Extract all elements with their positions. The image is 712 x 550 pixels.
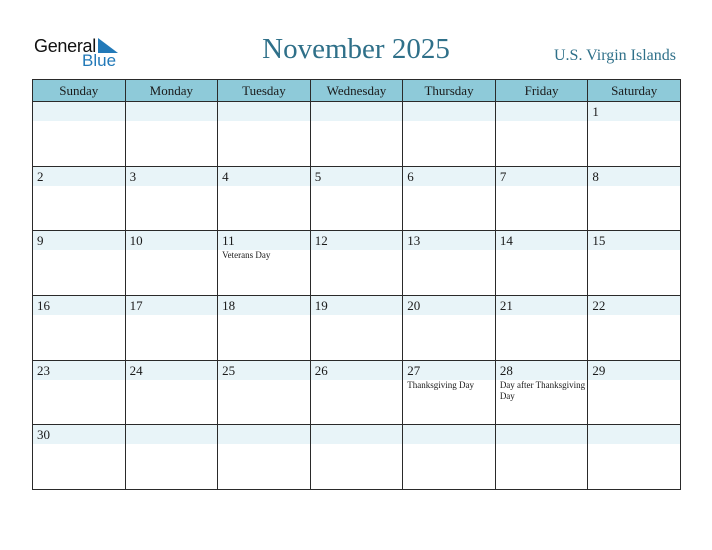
- day-cell-band: [496, 102, 588, 121]
- day-number: 7: [499, 168, 507, 184]
- day-number: 4: [222, 168, 229, 184]
- day-number: 11: [222, 233, 235, 249]
- day-number: 30: [37, 427, 50, 443]
- day-cell-band: [403, 167, 495, 186]
- day-cell: [403, 360, 496, 425]
- holiday-label: Thanksgiving Day: [407, 379, 474, 390]
- day-number: 1: [592, 104, 599, 119]
- weekday-saturday: Saturday: [588, 80, 681, 102]
- day-number: 25: [222, 362, 236, 378]
- day-number: 27: [407, 362, 421, 378]
- day-cell-band: [496, 425, 588, 444]
- week-row: [33, 296, 681, 361]
- day-number: 2: [37, 168, 44, 184]
- day-cell: [310, 425, 403, 490]
- week-row: [33, 166, 681, 231]
- day-number: 15: [592, 233, 606, 249]
- weekday-wednesday: Wednesday: [310, 80, 403, 102]
- week-row: [33, 102, 681, 167]
- day-cell: [495, 296, 588, 361]
- day-cell: [495, 360, 588, 425]
- day-cell: [125, 166, 218, 231]
- day-cell: [495, 425, 588, 490]
- day-cell-band: [218, 167, 310, 186]
- day-cell: [310, 360, 403, 425]
- day-cell-band: [218, 425, 310, 444]
- day-cell: [33, 231, 126, 296]
- day-number: 8: [592, 168, 599, 184]
- day-cell: [218, 360, 311, 425]
- day-cell: [218, 231, 311, 296]
- day-cell: [403, 231, 496, 296]
- day-cell: [495, 166, 588, 231]
- day-cell-band: [218, 102, 310, 121]
- day-cell: [588, 360, 681, 425]
- logo-word-blue: Blue: [82, 51, 117, 70]
- day-cell: [33, 425, 126, 490]
- day-cell-band: [496, 167, 588, 186]
- day-cell: [588, 296, 681, 361]
- logo-word-general: General: [34, 36, 96, 56]
- day-number: 14: [499, 233, 513, 249]
- day-cell: [218, 296, 311, 361]
- day-cell: [218, 425, 311, 490]
- day-number: 19: [314, 298, 328, 314]
- day-cell: [403, 102, 496, 167]
- day-cell: [588, 231, 681, 296]
- week-row: [33, 360, 681, 425]
- day-number: 18: [222, 298, 236, 314]
- day-cell: [218, 102, 311, 167]
- day-cell: [588, 166, 681, 231]
- weekday-friday: Friday: [495, 80, 588, 102]
- day-cell: [403, 425, 496, 490]
- day-cell: [218, 166, 311, 231]
- day-cell-band: [311, 167, 403, 186]
- day-number: 22: [592, 298, 606, 314]
- day-cell: [125, 296, 218, 361]
- day-cell: [588, 425, 681, 490]
- day-cell-band: [33, 102, 125, 121]
- day-number: 5: [314, 168, 322, 184]
- day-cell-band: [403, 102, 495, 121]
- holiday-label: Day after Thanksgiving Day: [499, 379, 586, 401]
- month-calendar: [32, 79, 681, 490]
- day-cell: [33, 360, 126, 425]
- day-cell-band: [126, 167, 218, 186]
- day-cell-band: [126, 425, 218, 444]
- day-cell-band: [33, 231, 125, 250]
- day-number: 21: [499, 298, 513, 314]
- day-cell-band: [311, 102, 403, 121]
- day-number: 16: [37, 298, 50, 314]
- day-cell-band: [588, 167, 680, 186]
- weekday-thursday: Thursday: [403, 80, 496, 102]
- region-label: U.S. Virgin Islands: [553, 47, 676, 64]
- day-number: 9: [37, 233, 44, 249]
- day-cell: [33, 102, 126, 167]
- day-cell-band: [33, 167, 125, 186]
- day-cell: [403, 166, 496, 231]
- day-cell: [403, 296, 496, 361]
- day-cell: [125, 360, 218, 425]
- day-number: 23: [37, 362, 50, 378]
- day-number: 24: [129, 362, 143, 378]
- day-number: 20: [407, 298, 421, 314]
- day-number: 29: [592, 362, 606, 378]
- weekday-header-row: [33, 80, 681, 102]
- day-number: 6: [407, 168, 414, 184]
- day-number: 28: [499, 362, 513, 378]
- day-cell-band: [311, 425, 403, 444]
- day-cell: [310, 231, 403, 296]
- day-cell: [125, 231, 218, 296]
- day-cell: [33, 166, 126, 231]
- week-row: [33, 231, 681, 296]
- day-number: 17: [129, 298, 143, 314]
- day-cell: [495, 231, 588, 296]
- day-number: 12: [314, 233, 328, 249]
- day-cell: [310, 296, 403, 361]
- weekday-monday: Monday: [125, 80, 218, 102]
- day-cell: [310, 166, 403, 231]
- day-cell: [310, 102, 403, 167]
- calendar-title: November 2025: [262, 33, 450, 65]
- day-number: 10: [129, 233, 143, 249]
- day-cell: [125, 425, 218, 490]
- day-cell: [33, 296, 126, 361]
- day-cell: [588, 102, 681, 167]
- day-cell-band: [403, 425, 495, 444]
- day-cell: [125, 102, 218, 167]
- day-cell-band: [588, 102, 680, 121]
- day-cell-band: [126, 102, 218, 121]
- weekday-tuesday: Tuesday: [218, 80, 311, 102]
- holiday-label: Veterans Day: [222, 250, 271, 261]
- day-number: 26: [314, 362, 328, 378]
- day-number: 3: [129, 168, 137, 184]
- day-cell: [495, 102, 588, 167]
- day-number: 13: [407, 233, 421, 249]
- day-cell-band: [588, 425, 680, 444]
- weekday-sunday: Sunday: [33, 80, 126, 102]
- week-row: [33, 425, 681, 490]
